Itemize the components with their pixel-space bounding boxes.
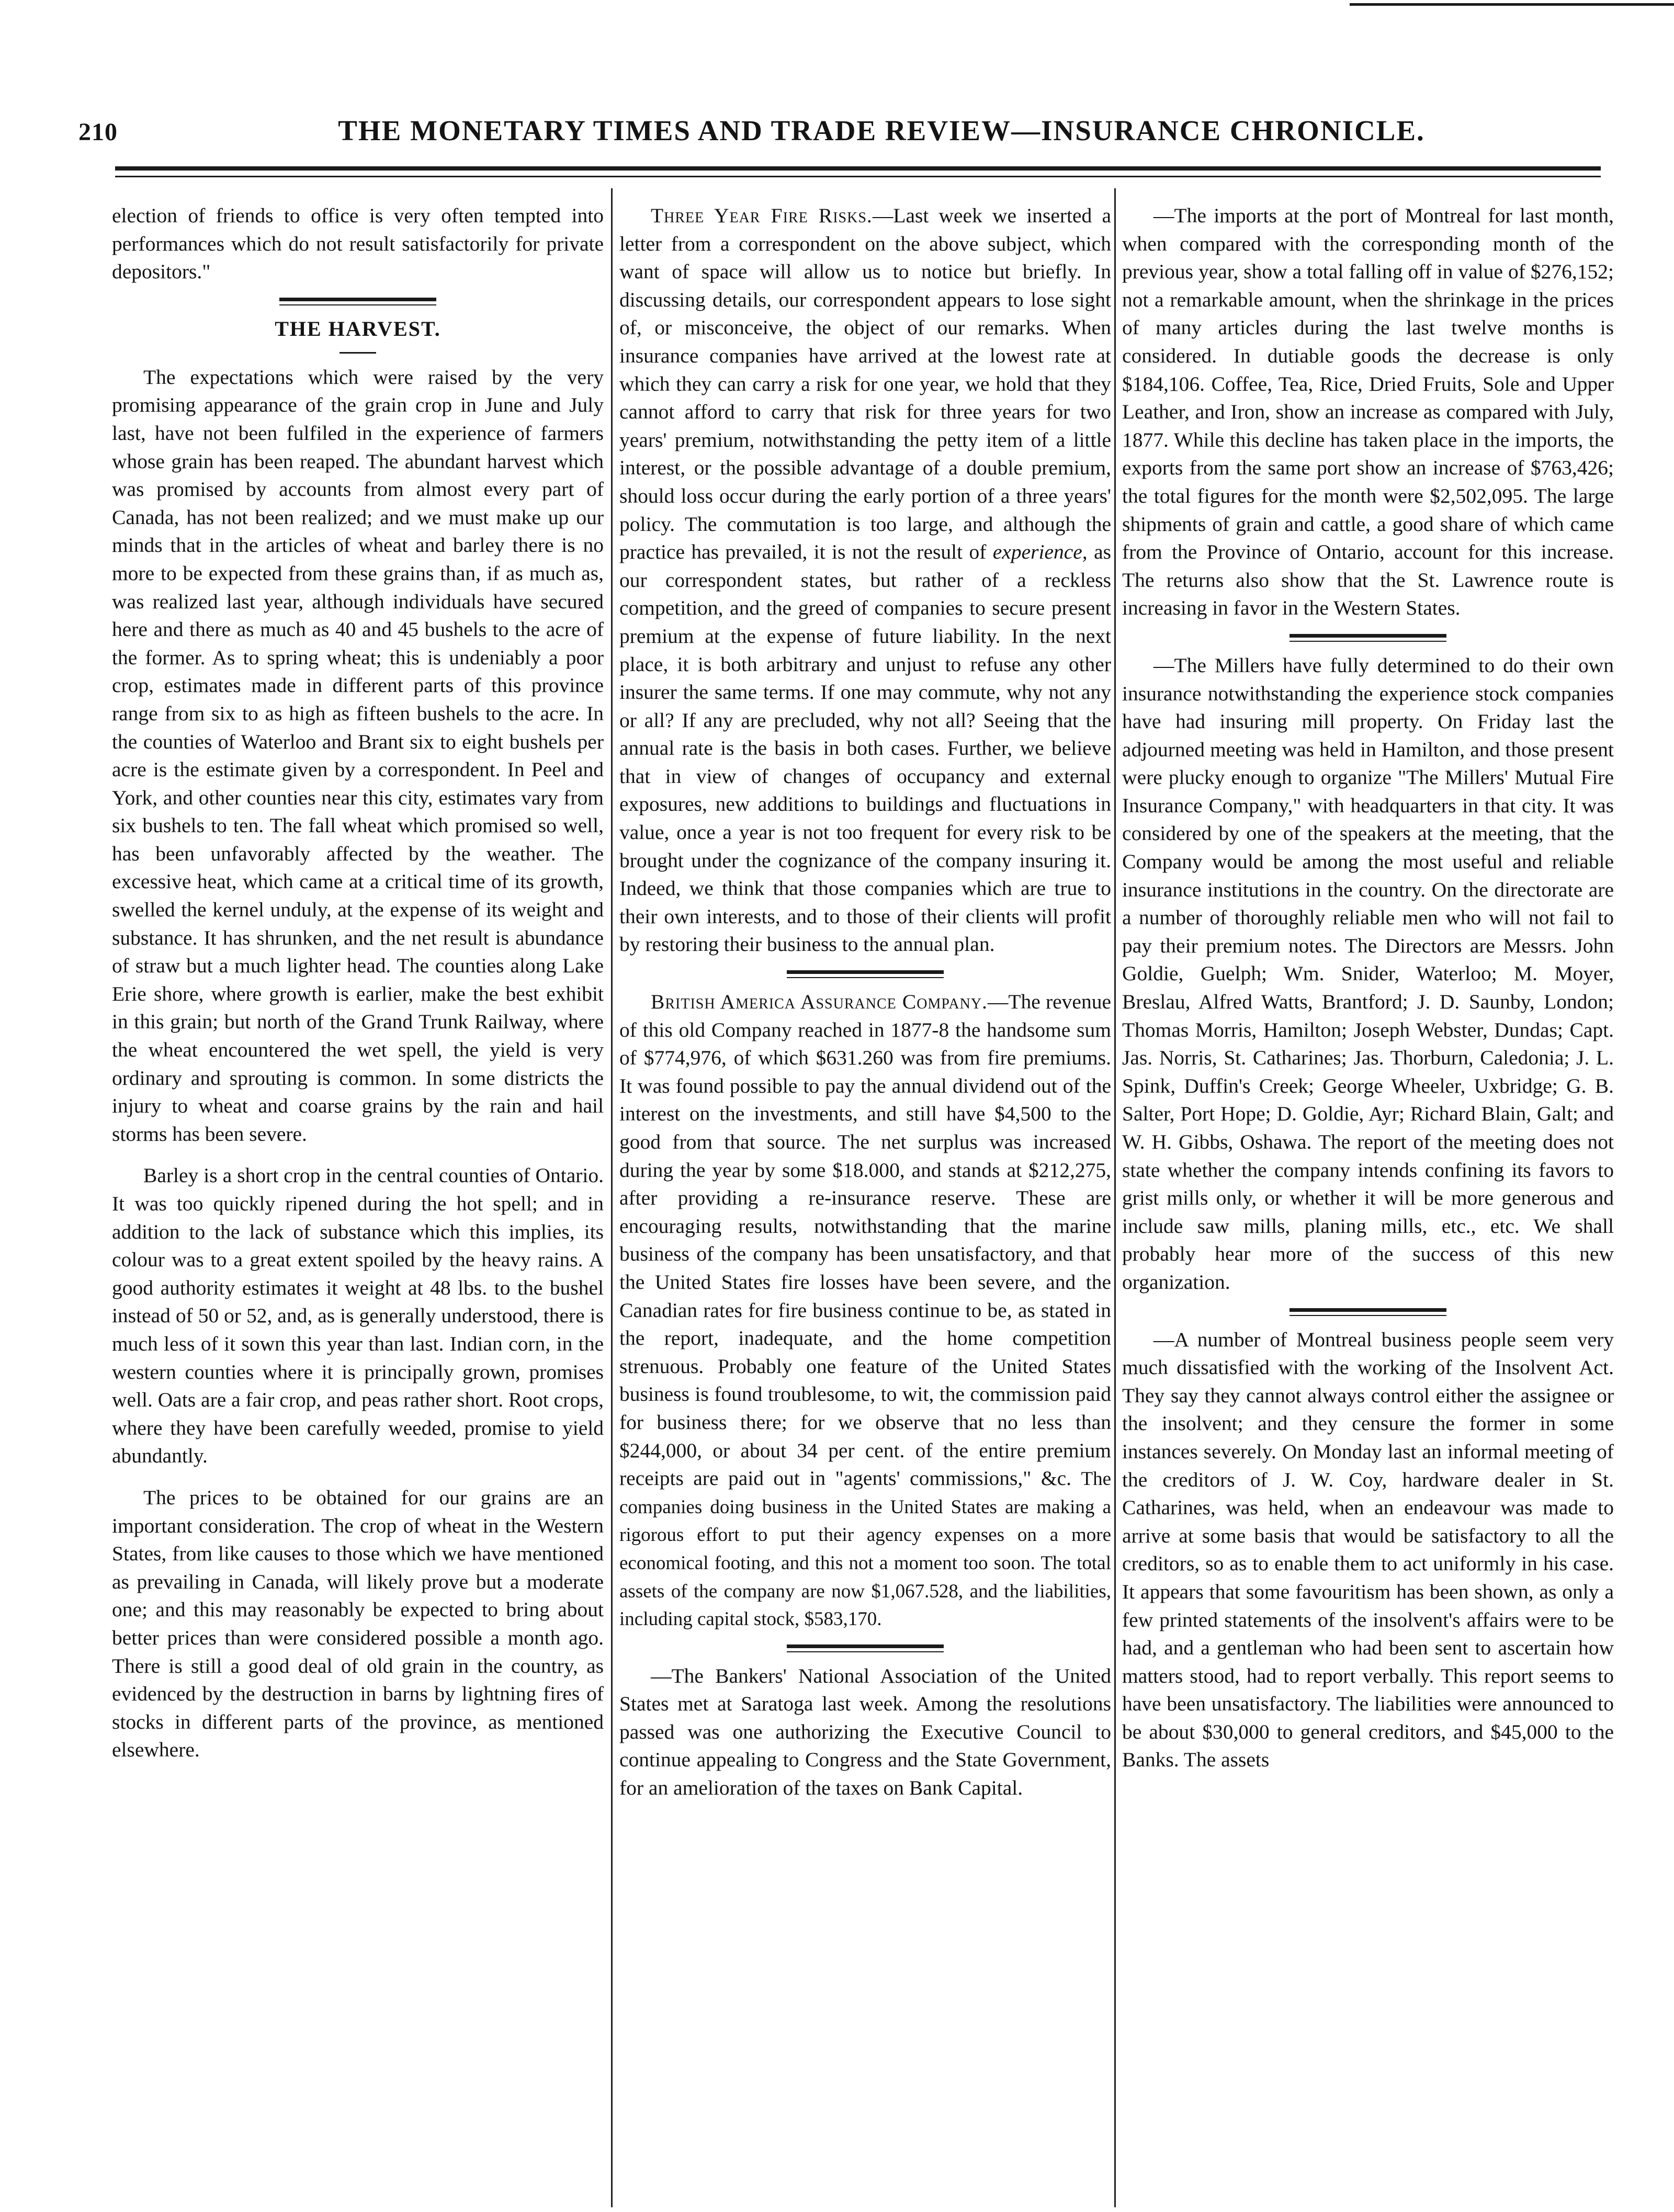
british-america-article xyxy=(619,988,1111,1633)
british-america-text: —The revenue of this old Company reached in 1877-8 the handsome sum of $774,976, of which $631.260 was from fire premiums. It was found possible to pay the annual dividend out of the interest on the investments, and still have $4,500 to the good from that source. The net surplus was increased during the year by some $18.000, and stands at $212,275, after providing a re-insurance reserve. These are encouraging results, notwithstanding that the marine business of the company has been unsatisfactory, and that the United States fire losses have been severe, and the Canadian rates for fire business continue to be, as stated in the report, inadequate, and the home competition strenuous. Probably one feature of the United States business is found troublesome, to wit, the commission paid for business there; for we observe that no less than $244,000, or about 34 per cent. of the entire premium receipts are paid out in "agents' commissions," &c. xyxy=(619,990,1111,1490)
millers-insurance-article: —The Millers have fully determined to do their own insurance notwithstanding the experience stock companies have had insuring mill property. On Friday last the adjourned meeting was held in Hamilton, and those present were plucky enough to organize "The Millers' Mutual Fire Insurance Company," with headquarters in that city. It was considered by one of the speakers at the meeting, that the Company would be among the most useful and reliable insurance institutions in the country. On the directorate are a number of thoroughly reliable men who will not fail to pay their premium notes. The Directors are Messrs. John Goldie, Guelph; Wm. Snider, Waterloo; M. Moyer, Breslau, Alfred Watts, Brantford; J. D. Saunby, London; Thomas Morris, Hamilton; Joseph Webster, Dundas; Capt. Jas. Norris, St. Catharines; Jas. Thorburn, Caledonia; J. L. Spink, Duffin's Creek; George Wheeler, Uxbridge; G. B. Salter, Port Hope; D. Goldie, Ayr; Richard Blain, Galt; and W. H. Gibbs, Oshawa. The report of the meeting does not state whether the company intends confining its favors to grist mills only, or whether it will be more generous and include saw mills, planing mills, etc., etc. We shall probably hear more of the success of this new organization. xyxy=(1122,653,1614,1294)
insolvent-act-article: —A number of Montreal business people seem very much dissatisfied with the working of the Insolvent Act. They say they cannot always control either the assignee or the insolvent; and they censure the former in some instances severely. On Monday last an informal meeting of the creditors of J. W. Coy, hardware dealer in St. Catharines, was held, when an endeavour was made to arrive at some basis that would be satisfactory to all the creditors, so as to enable them to act uniformly in his case. It appears that some favouritism has been shown, as only a few printed statements of the insolvent's affairs were to be had, and a gentleman who had been sent to ascertain how matters stood, had to report verbally. This report seems to have been unsatisfactory. The liabilities were announced to be about $30,000 to general creditors, and $45,000 to the Banks. The assets xyxy=(1122,1328,1614,1772)
article-separator xyxy=(112,286,604,315)
journal-title: THE MONETARY TIMES AND TRADE REVIEW—INSURANCE CHRONICLE. xyxy=(338,115,1425,146)
three-year-risks-italic: experience, xyxy=(992,540,1088,564)
continued-article-end: election of friends to office is very often tempted into performances which do not result satisfactorily for private depositors." xyxy=(112,204,604,283)
header-rule-thick xyxy=(115,166,1601,171)
article-separator xyxy=(1122,1297,1614,1326)
article-separator xyxy=(619,959,1111,988)
column-divider-2 xyxy=(1114,188,1116,2207)
harvest-paragraph-2: Barley is a short crop in the central counties of Ontario. It was too quickly ripened during the hot spell; and in addition to the lack of substance which this implies, its colour was to a great extent spoiled by the heavy rains. A good authority estimates it weight at 48 lbs. to the bushel instead of 50 or 52, and, as is generally understood, there is much less of it sown this year than last. Indian corn, in the western counties where it is principally grown, promises well. Oats are a fair crop, and peas rather short. Root crops, where they have been carefully weeded, promise to yield abundantly. xyxy=(112,1164,604,1468)
column-middle xyxy=(619,202,1111,1802)
column-divider-1 xyxy=(611,188,613,2207)
header-rule-thin xyxy=(115,176,1601,177)
top-edge-rule xyxy=(1350,3,1674,6)
british-america-heading: British America Assurance Company. xyxy=(651,990,988,1014)
page-header xyxy=(78,114,1606,156)
harvest-paragraph-1: The expectations which were raised by the very promising appearance of the grain crop in June and July last, have not been fulfiled in the experience of farmers whose grain has been reaped. The abundant harvest which was promised by accounts from almost every part of Canada, has not been realized; and we must make up our minds that in the articles of wheat and barley there is no more to be expected from these grains than, if as much as, was realized last year, although individuals have secured here and there as much as 40 and 45 bushels to the acre of the former. As to spring wheat; this is undeniably a poor crop, estimates made in different parts of this province range from six to as high as fifteen bushels to the acre. In the counties of Waterloo and Brant six to eight bushels per acre is the estimate given by a correspondent. In Peel and York, and other counties near this city, estimates vary from six bushels to ten. The fall wheat which promised so well, has been unfavorably affected by the weather. The excessive heat, which came at a critical time of its growth, swelled the kernel unduly, at the expense of its weight and substance. It has shrunken, and the net result is abundance of straw but a much lighter head. The counties along Lake Erie shore, where growth is earlier, make the best exhibit in this grain; but north of the Grand Trunk Railway, where the wheat encountered the wet spell, the yield is very ordinary and sprouting is common. In some districts the injury to wheat and coarse grains by the rain and hail storms has been severe. xyxy=(112,365,604,1145)
harvest-title: THE HARVEST. xyxy=(275,316,441,341)
bankers-association-article: —The Bankers' National Association of the United States met at Saratoga last week. Among the resolutions passed was one authorizing the Executive Council to continue appealing to Congress and the State Government, for an amelioration of the taxes on Bank Capital. xyxy=(619,1664,1111,1800)
title-dash xyxy=(112,343,604,364)
three-year-risks-article xyxy=(619,202,1111,959)
column-left xyxy=(112,202,604,1764)
three-year-risks-text: —Last week we inserted a letter from a correspondent on the above subject, which want of space will allow us to notice but briefly. In discussing details, our correspondent appears to lose sight of, or misconceive, the object of our remarks. When insurance companies have arrived at the lowest rate at which they can carry a risk for one year, we hold that they cannot afford to carry that risk for three years for two years' premium, notwithstanding the petty item of a little interest, or the possible advantage of a double premium, should loss occur during the early portion of a three years' policy. The commutation is too large, and although the practice has prevailed, it is not the result of xyxy=(619,204,1111,564)
three-year-risks-heading: Three Year Fire Risks. xyxy=(651,204,873,227)
three-year-risks-text-2: as our correspondent states, but rather of a reckless competition, and the greed of companies to secure present premium at the expense of future liability. In the next place, it is both arbitrary and unjust to refuse any other insurer the same terms. If one may commute, why not any or all? If any are precluded, why not all? Seeing that the annual rate is the basis in both cases. Further, we believe that in view of changes of occupancy and external exposures, new additions to buildings and fluctuations in value, once a year is not too frequent for every risk to be brought under the cognizance of the company insuring it. Indeed, we think that those companies which are true to their own interests, and to those of their clients will profit by restoring their business to the annual plan. xyxy=(619,540,1111,956)
article-separator xyxy=(1122,622,1614,652)
harvest-paragraph-3: The prices to be obtained for our grains are an important consideration. The crop of wheat in the Western States, from like causes to those which we have mentioned as prevailing in Canada, will likely prove but a moderate one; and this may reasonably be expected to bring about better prices than were considered possible a month ago. There is still a good deal of old grain in the country, as evidenced by the destruction in barns by lightning fires of stocks in different parts of the province, as mentioned elsewhere. xyxy=(112,1485,604,1762)
page-number: 210 xyxy=(78,118,118,146)
column-right xyxy=(1122,202,1614,1774)
montreal-imports-article: —The imports at the port of Montreal for last month, when compared with the corresponding month of the previous year, show a total falling off in value of $276,152; not a remarkable amount, when the shrinkage in the prices of many articles during the last twelve months is considered. In dutiable goods the decrease is only $184,106. Coffee, Tea, Rice, Dried Fruits, Sole and Upper Leather, and Iron, show an increase as compared with July, 1877. While this decline has taken place in the imports, the exports from the same port show an increase of $763,426; the total figures for the month were $2,502,095. The large shipments of grain and cattle, a good share of which came from the Province of Ontario, account for this increase. The returns also show that the St. Lawrence route is increasing in favor in the Western States. xyxy=(1122,204,1614,620)
article-separator xyxy=(619,1633,1111,1662)
british-america-text-small: The companies doing business in the United States are making a rigorous effort to put their agency expenses on a more economical footing, and this not a moment too soon. The total assets of the company are now $1,067.528, and the liabilities, including capital stock, $583,170. xyxy=(619,1468,1111,1630)
